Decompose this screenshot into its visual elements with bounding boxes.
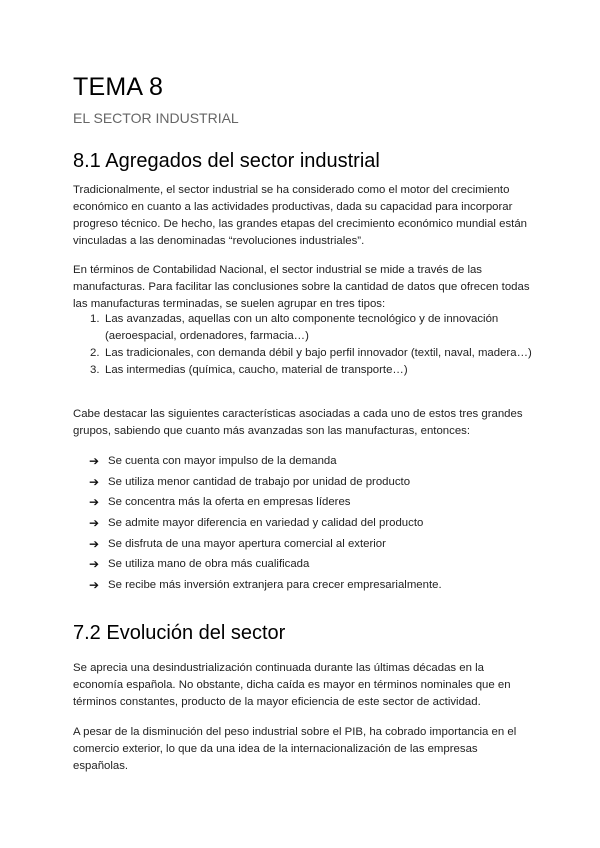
paragraph-intro: Tradicionalmente, el sector industrial se ha considerado como el motor del crecimiento económico en cuanto a las actividades productivas, dada su capacidad para incorporar progreso técnico. De hecho, las grandes etapas del crecimiento económico mundial están vinculadas a las denominadas “revoluciones industriales”. (73, 184, 527, 247)
list-item (73, 536, 533, 557)
paragraph-characteristics: Cabe destacar las siguientes características asociadas a cada uno de estos tres grandes grupos, sabiendo que cuanto más avanzadas son las manufacturas, entonces: (73, 408, 523, 437)
list-number: 1. (90, 313, 100, 325)
list-item (73, 453, 533, 474)
list-item (73, 311, 533, 345)
section-heading-evolution: 7.2 Evolución del sector (73, 622, 286, 644)
arrow-right-icon: ➔ (89, 516, 100, 531)
list-item-text: Las tradicionales, con demanda débil y bajo perfil innovador (textil, naval, madera…) (105, 347, 532, 359)
section-heading-aggregates: 8.1 Agregados del sector industrial (73, 150, 380, 172)
list-number: 3. (90, 364, 100, 376)
paragraph-accounting: En términos de Contabilidad Nacional, el sector industrial se mide a través de las manufacturas. Para facilitar las conclusiones sobre la cantidad de datos que ofrecen todas las manufacturas terminadas, se suelen agrupar en tres tipos: (73, 264, 530, 310)
list-item (73, 345, 533, 362)
list-item-text: Se utiliza menor cantidad de trabajo por unidad de producto (108, 475, 411, 488)
manufacturing-types-list (73, 311, 533, 379)
arrow-right-icon: ➔ (89, 474, 100, 489)
document-title: TEMA 8 (73, 73, 164, 101)
list-item (73, 515, 533, 536)
list-number: 2. (90, 347, 100, 359)
paragraph-deindustrialization: Se aprecia una desindustrialización continuada durante las últimas décadas en la economía española. No obstante, dicha caída es mayor en términos nominales que en términos constantes, producto de la mayor eficiencia de este sector de actividad. (73, 662, 511, 708)
list-item-text: Las intermedias (química, caucho, material de transporte…) (105, 364, 408, 376)
list-item-text: Se disfruta de una mayor apertura comercial al exterior (108, 537, 386, 550)
list-item-text: Se admite mayor diferencia en variedad y calidad del producto (108, 517, 424, 530)
arrow-right-icon: ➔ (89, 578, 100, 593)
list-item-text: Se utiliza mano de obra más cualificada (108, 558, 310, 571)
list-item (73, 577, 533, 598)
list-item-text: Se cuenta con mayor impulso de la demanda (108, 455, 337, 467)
arrow-right-icon: ➔ (89, 454, 100, 468)
list-item (73, 474, 533, 495)
arrow-right-icon: ➔ (89, 536, 100, 551)
list-item-text: Se recibe más inversión extranjera para crecer empresarialmente. (108, 579, 442, 592)
characteristics-list (73, 453, 533, 598)
arrow-right-icon: ➔ (89, 557, 100, 572)
list-item-text: Las avanzadas, aquellas con un alto componente tecnológico y de innovación (aeroespacial, ordenadores, farmacia…) (105, 313, 499, 342)
list-item (73, 556, 533, 577)
list-item (73, 362, 533, 379)
list-item-text: Se concentra más la oferta en empresas líderes (108, 496, 351, 509)
document-subtitle: EL SECTOR INDUSTRIAL (73, 110, 239, 126)
arrow-right-icon: ➔ (89, 495, 100, 510)
list-item (73, 494, 533, 515)
paragraph-foreign-trade: A pesar de la disminución del peso industrial sobre el PIB, ha cobrado importancia en el comercio exterior, lo que da una idea de la internacionalización de las empresas españolas. (73, 726, 517, 772)
